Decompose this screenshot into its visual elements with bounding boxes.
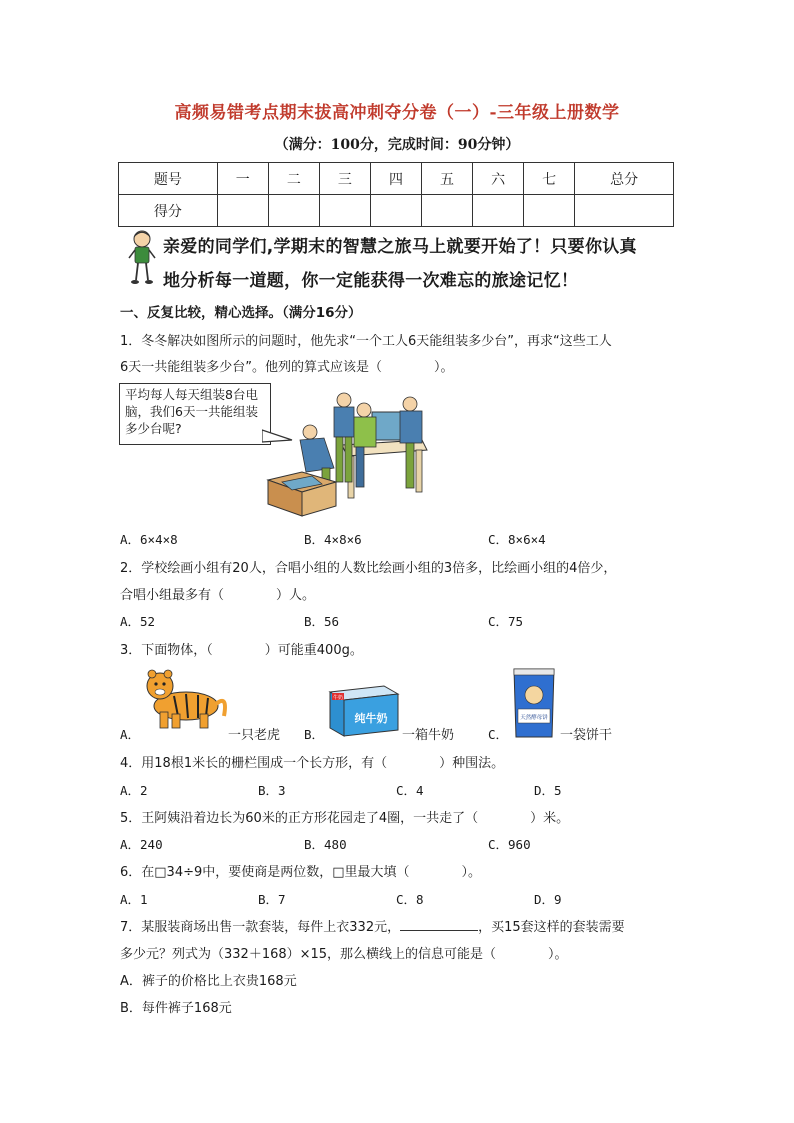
milk-brand-tag: 牛奶	[332, 695, 344, 701]
encouragement-line-2: 地分析每一道题，你一定能获得一次难忘的旅途记忆！	[163, 271, 579, 291]
score-cell: 四	[370, 163, 421, 195]
score-input-cell[interactable]	[268, 195, 319, 227]
score-input-cell[interactable]	[473, 195, 524, 227]
q2-line-1: 2．学校绘画小组有20人，合唱小组的人数比绘画小组的3倍多，比绘画小组的4倍少，	[120, 561, 617, 576]
tiger-image	[138, 664, 228, 732]
q7-line-1-end: ，买15套这样的套装需要	[478, 920, 625, 935]
q6-option-c[interactable]: C．8	[396, 892, 424, 907]
q4-option-a[interactable]: A．2	[120, 783, 148, 798]
q1-line-2: 6天一共能组装多少台”。他列的算式应该是（ ）。	[120, 360, 454, 375]
score-cell: 七	[524, 163, 575, 195]
encouragement-line-1: 亲爱的同学们,学期末的智慧之旅马上就要开始了！只要你认真	[163, 237, 637, 257]
q2-option-a[interactable]: A．52	[120, 614, 156, 629]
q6-option-b[interactable]: B．7	[258, 892, 286, 907]
score-label-cell: 得分	[119, 195, 218, 227]
q7-option-a[interactable]: A．裤子的价格比上衣贵168元	[120, 974, 297, 989]
q7-line-1	[120, 916, 625, 935]
workers-assembling-computers-illustration	[262, 380, 434, 518]
q7-line-2: 多少元？列式为（332＋168）×15，那么横线上的信息可能是（ ）。	[120, 947, 568, 962]
q3-line-1: 3．下面物体，（ ）可能重400g。	[120, 643, 363, 658]
score-cell: 二	[268, 163, 319, 195]
q7-line-1-start: 7．某服装商场出售一款套装，每件上衣332元，	[120, 920, 401, 935]
score-table	[118, 162, 674, 227]
q1-option-a[interactable]: A．6×4×8	[120, 532, 178, 547]
q2-line-2: 合唱小组最多有（ ）人。	[120, 588, 316, 603]
q3-option-c-text[interactable]: 一袋饼干	[560, 728, 613, 743]
q6-line-1: 6．在□34÷9中，要使商是两位数，□里最大填（ ）。	[120, 865, 482, 880]
score-input-cell[interactable]	[524, 195, 575, 227]
q5-option-b[interactable]: B．480	[304, 837, 347, 852]
cartoon-student-icon	[126, 228, 158, 286]
score-cell: 总分	[575, 163, 674, 195]
section-1-title: 一、反复比较，精心选择。（满分16分）	[120, 305, 362, 321]
biscuit-bag-label: 天然酵母饼	[520, 715, 548, 721]
q7-option-b[interactable]: B．每件裤子168元	[120, 1001, 232, 1016]
speech-bubble: 平均每人每天组装8台电脑，我们6天一共能组装多少台呢?	[119, 383, 271, 445]
q1-line-1: 1．冬冬解决如图所示的问题时，他先求“一个工人6天能组装多少台”，再求“这些工人	[120, 334, 612, 349]
q3-option-a-text[interactable]: 一只老虎	[228, 728, 281, 743]
score-input-cell[interactable]	[319, 195, 370, 227]
q6-option-d[interactable]: D．9	[534, 892, 562, 907]
exam-subtitle: （满分：100分，完成时间：90分钟）	[274, 137, 520, 153]
q4-line-1: 4．用18根1米长的栅栏围成一个长方形，有（ ）种围法。	[120, 756, 505, 771]
q5-option-c[interactable]: C．960	[488, 837, 531, 852]
q3-option-b-letter[interactable]: B．	[304, 727, 325, 742]
score-table-header-row	[119, 163, 674, 195]
score-cell: 一	[217, 163, 268, 195]
score-cell: 六	[473, 163, 524, 195]
milk-box-image	[326, 680, 402, 740]
score-input-cell[interactable]	[421, 195, 472, 227]
score-cell: 五	[421, 163, 472, 195]
milk-box-label: 纯牛奶	[354, 712, 388, 725]
q1-option-b[interactable]: B．4×8×6	[304, 532, 362, 547]
q3-option-a-letter[interactable]: A．	[120, 727, 141, 742]
score-input-cell[interactable]	[370, 195, 421, 227]
q3-option-b-text[interactable]: 一箱牛奶	[402, 728, 455, 743]
q3-option-c-letter[interactable]: C．	[488, 727, 509, 742]
score-input-cell[interactable]	[575, 195, 674, 227]
q4-option-b[interactable]: B．3	[258, 783, 286, 798]
q4-option-d[interactable]: D．5	[534, 783, 562, 798]
biscuit-bag-image	[508, 665, 560, 741]
score-cell: 三	[319, 163, 370, 195]
exam-title: 高频易错考点期末拔高冲刺夺分卷（一）-三年级上册数学	[174, 103, 620, 123]
q2-option-b[interactable]: B．56	[304, 614, 340, 629]
score-cell: 题号	[119, 163, 218, 195]
score-input-cell[interactable]	[217, 195, 268, 227]
q5-option-a[interactable]: A．240	[120, 837, 163, 852]
q7-fill-blank[interactable]	[400, 918, 478, 931]
q1-option-c[interactable]: C．8×6×4	[488, 532, 546, 547]
q5-line-1: 5．王阿姨沿着边长为60米的正方形花园走了4圈，一共走了（ ）米。	[120, 811, 570, 826]
q2-option-c[interactable]: C．75	[488, 614, 524, 629]
score-table-score-row	[119, 195, 674, 227]
q6-option-a[interactable]: A．1	[120, 892, 148, 907]
q4-option-c[interactable]: C．4	[396, 783, 424, 798]
